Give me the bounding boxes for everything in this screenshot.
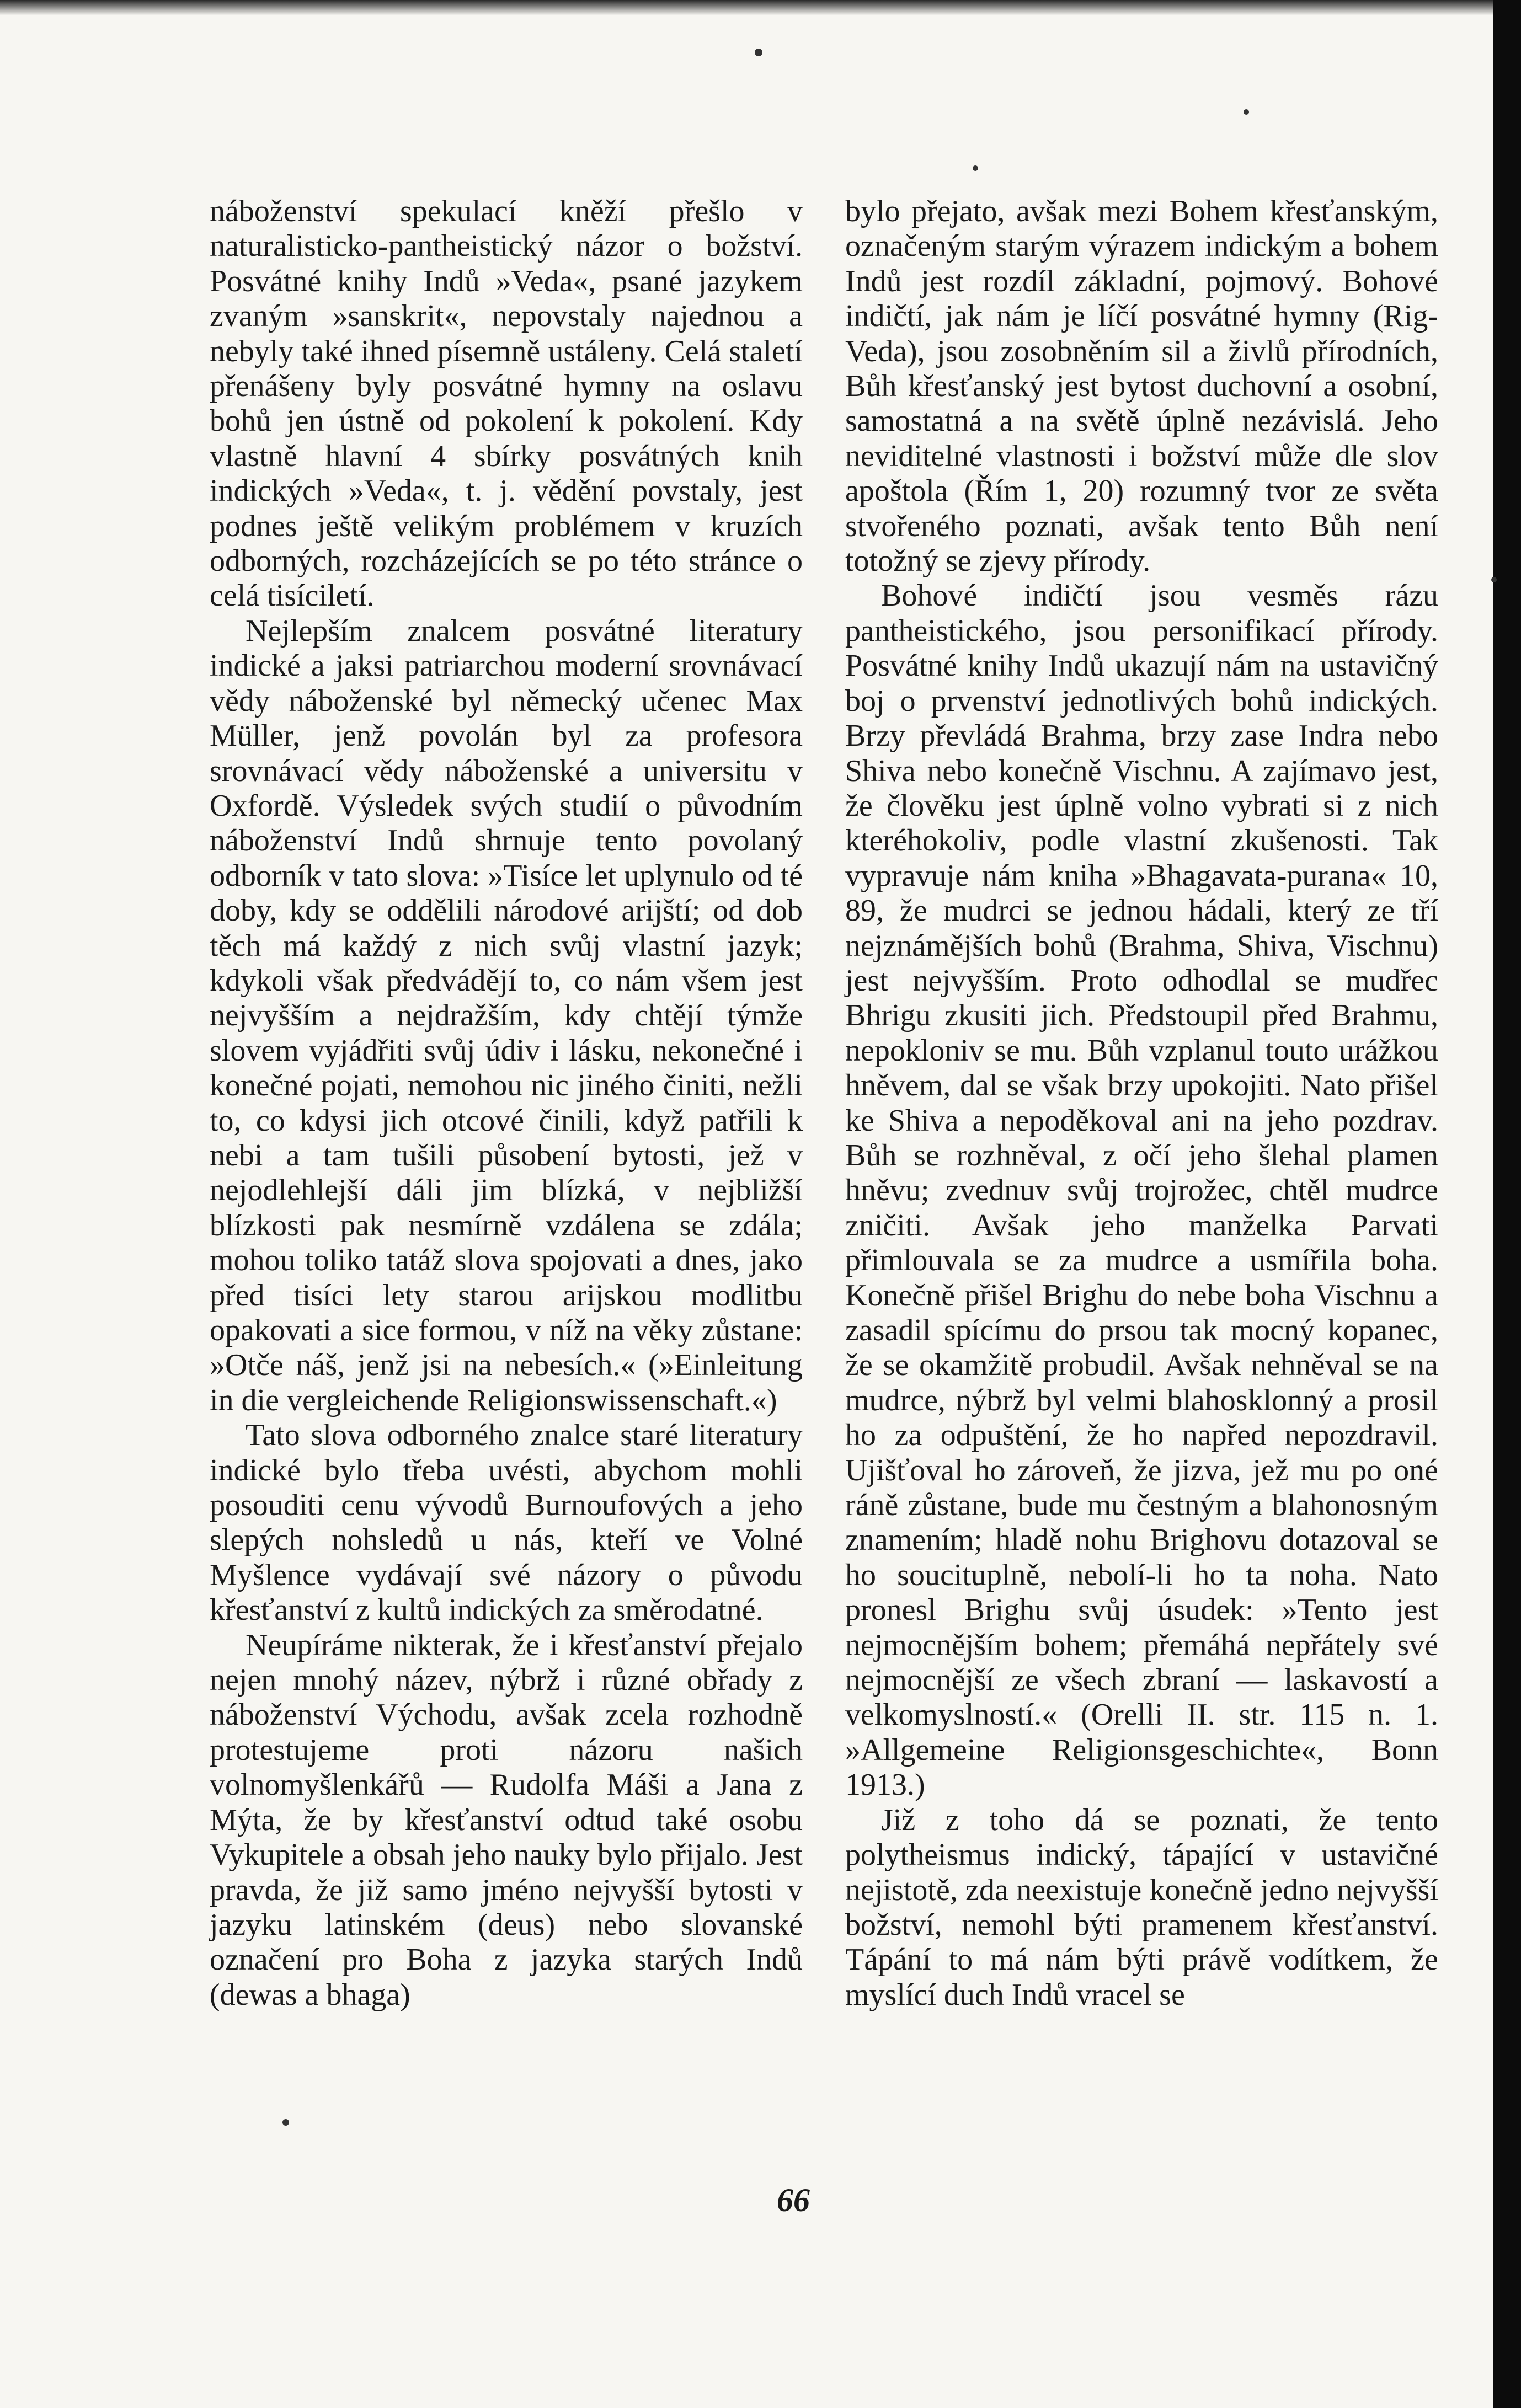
paragraph: bylo přejato, avšak mezi Bohem křesťanským, označeným starým výrazem indickým a bohem Indů jest rozdíl základní, pojmový. Bohové indičtí, jak nám je líčí posvátné hymny (Rig-Veda), jsou zosobněním sil a živlů přírodních, Bůh křesťanský jest bytost duchovní a osobní, samostatná a na světě úplně nezávislá. Jeho neviditelné vlastnosti i božství může dle slov apoštola (Řím 1, 20) rozumný tvor ze světa stvořeného poznati, avšak tento Bůh není totožný se zjevy přírody. [845,194,1438,579]
paragraph: náboženství spekulací kněží přešlo v naturalisticko-pantheistický názor o božství. Posvátné knihy Indů »Veda«, psané jazykem zvaným »sanskrit«, nepovstaly najednou a nebyly také ihned písemně ustáleny. Celá staletí přenášeny byly posvátné hymny na oslavu bohů jen ústně od pokolení k pokolení. Kdy vlastně hlavní 4 sbírky posvátných knih indických »Veda«, t. j. vědění povstaly, jest podnes ještě velikým problémem v kruzích odborných, rozcházejících se po této stránce o celá tisíciletí. [210,194,803,613]
scan-speck [973,165,978,171]
text-column-right [845,194,1438,2013]
paragraph: Bohové indičtí jsou vesměs rázu pantheistického, jsou personifikací přírody. Posvátné knihy Indů ukazují nám na ustavičný boj o prvenství jednotlivých bohů indických. Brzy převládá Brahma, brzy zase Indra nebo Shiva nebo konečně Vischnu. A zajímavo jest, že člověku jest úplně volno vybrati si z nich kteréhokoliv, podle vlastní zkušenosti. Tak vypravuje nám kniha »Bhagavata-purana« 10, 89, že mudrci se jednou hádali, který ze tří nejznámějších bohů (Brahma, Shiva, Vischnu) jest nejvyšším. Proto odhodlal se mudřec Bhrigu zkusiti jich. Předstoupil před Brahmu, nepokloniv se mu. Bůh vzplanul touto urážkou hněvem, dal se však brzy upokojiti. Nato přišel ke Shiva a nepoděkoval ani na jeho pozdrav. Bůh se rozhněval, z očí jeho šlehal plamen hněvu; zvednuv svůj trojrožec, chtěl mudrce zničiti. Avšak jeho manželka Parvati přimlouvala se za mudrce a usmířila boha. Konečně přišel Brighu do nebe boha Vischnu a zasadil spícímu do prsou tak mocný kopanec, že se okamžitě probudil. Avšak nehněval se na mudrce, nýbrž byl velmi blahosklonný a prosil ho za odpuštění, že ho napřed nepozdravil. Ujišťoval ho zároveň, že jizva, jež mu po oné ráně zůstane, bude mu čestným a blahonosným znamením; hladě nohu Brighovu dotazoval se ho soucituplně, nebolí-li ho ta noha. Nato pronesl Brighu svůj úsudek: »Tento jest nejmocnějším bohem; přemáhá nepřátely své nejmocnější ze všech zbraní — laskavostí a velkomyslností.« (Orelli II. str. 115 n. 1. »Allgemeine Religionsgeschichte«, Bonn 1913.) [845,579,1438,1802]
text-column-left [210,194,803,2013]
scan-speck [755,49,762,56]
scan-right-edge [1493,0,1521,2408]
scan-speck [282,2119,289,2126]
paragraph: Nejlepším znalcem posvátné literatury indické a jaksi patriarchou moderní srovnávací vědy náboženské byl německý učenec Max Müller, jenž povolán byl za profesora srovnávací vědy náboženské a universitu v Oxfordě. Výsledek svých studií o původním náboženství Indů shrnuje tento povolaný odborník v tato slova: »Tisíce let uplynulo od té doby, kdy se oddělili národové arijští; od dob těch má každý z nich svůj vlastní jazyk; kdykoli však předvádějí to, co nám všem jest nejvyšším a nejdražším, kdy chtějí týmže slovem vyjádřiti svůj údiv i lásku, nekonečné i konečné pojati, nemohou nic jiného činiti, nežli to, co kdysi jich otcové činili, když patřili k nebi a tam tušili působení bytosti, jež v nejodlehlejší dáli jim blízká, v nejbližší blízkosti pak nesmírně vzdálena se zdála; mohou toliko tatáž slova spojovati a dnes, jako před tisíci lety starou arijskou modlitbu opakovati a sice formou, v níž na věky zůstane: »Otče náš, jenž jsi na nebesích.« (»Einleitung in die vergleichende Religionswissenschaft.«) [210,613,803,1417]
paragraph: Neupíráme nikterak, že i křesťanství přejalo nejen mnohý název, nýbrž i různé obřady z náboženství Východu, avšak zcela rozhodně protestujeme proti názoru našich volnomyšlenkářů — Rudolfa Máši a Jana z Mýta, že by křesťanství odtud také osobu Vykupitele a obsah jeho nauky bylo přijalo. Jest pravda, že již samo jméno nejvyšší bytosti v jazyku latinském (deus) nebo slovanské označení pro Boha z jazyka starých Indů (dewas a bhaga) [210,1628,803,2012]
paragraph: Tato slova odborného znalce staré literatury indické bylo třeba uvésti, abychom mohli posouditi cenu vývodů Burnoufových a jeho slepých nohsledů u nás, kteří ve Volné Myšlence vydávají své názory o původu křesťanství z kultů indických za směrodatné. [210,1418,803,1628]
scan-top-edge [0,0,1521,15]
scan-speck [1244,109,1249,115]
scan-speck [1491,577,1497,582]
page-number: 66 [777,2182,810,2218]
paragraph: Již z toho dá se poznati, že tento polytheismus indický, tápající v ustavičné nejistotě, zda neexistuje konečně jedno nejvyšší božství, nemohl býti pramenem křesťanství. Tápání to má nám býti právě vodítkem, že myslící duch Indů vracel se [845,1802,1438,2012]
